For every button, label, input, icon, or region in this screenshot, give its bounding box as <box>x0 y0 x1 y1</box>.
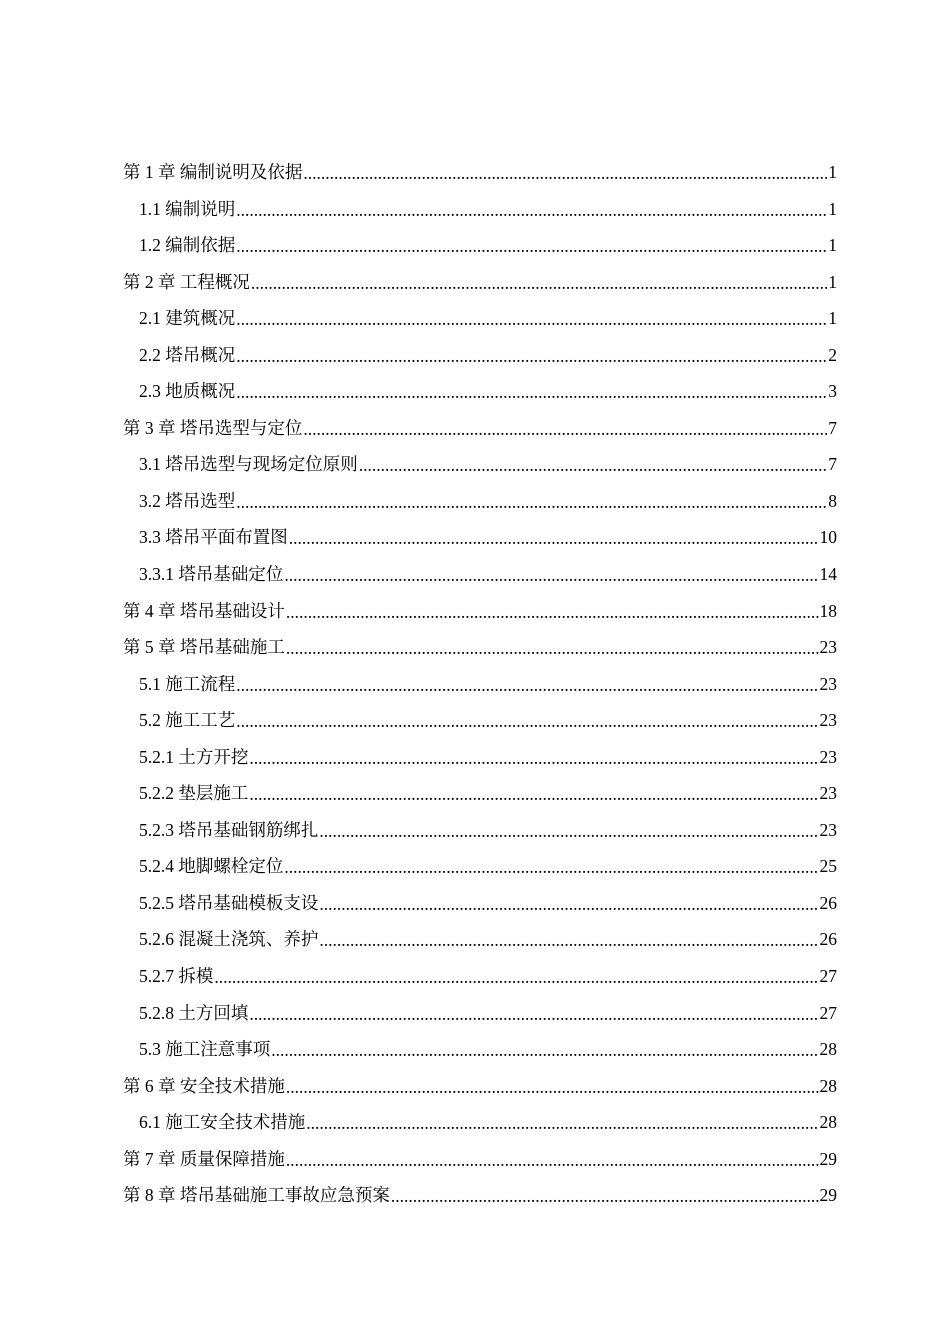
toc-entry[interactable] <box>123 921 837 958</box>
toc-entry[interactable] <box>123 446 837 483</box>
toc-entry-title: 5.2.4 地脚螺栓定位 <box>139 856 284 877</box>
toc-entry-title: 第 1 章 编制说明及依据 <box>123 162 303 182</box>
toc-page-number: 1 <box>828 235 837 256</box>
toc-entry-title: 5.2 施工工艺 <box>139 710 236 731</box>
toc-dot-leader <box>319 922 818 959</box>
table-of-contents <box>123 154 837 1214</box>
toc-page-number: 7 <box>828 454 837 475</box>
toc-entry-title: 3.3 塔吊平面布置图 <box>139 527 288 548</box>
toc-page-number: 14 <box>819 564 837 585</box>
toc-entry-title: 2.3 地质概况 <box>139 381 236 402</box>
toc-dot-leader <box>286 630 819 667</box>
toc-entry-title: 5.2.6 混凝土浇筑、养护 <box>139 929 319 950</box>
toc-entry[interactable] <box>123 410 837 447</box>
toc-entry-title: 第 7 章 质量保障措施 <box>123 1148 285 1169</box>
toc-page-number: 27 <box>819 1002 837 1023</box>
toc-page-number: 18 <box>819 600 837 621</box>
toc-dot-leader <box>306 1105 818 1142</box>
toc-entry-title: 第 6 章 安全技术措施 <box>123 1075 285 1096</box>
toc-entry-title: 5.3 施工注意事项 <box>139 1039 271 1060</box>
toc-dot-leader <box>236 484 827 521</box>
toc-page-number: 23 <box>819 746 837 767</box>
toc-dot-leader <box>249 776 818 813</box>
toc-entry[interactable] <box>123 666 837 703</box>
toc-page-number: 7 <box>828 417 837 438</box>
toc-page-number: 23 <box>819 783 837 804</box>
toc-entry[interactable] <box>123 739 837 776</box>
toc-entry[interactable] <box>123 775 837 812</box>
toc-entry-title: 3.2 塔吊选型 <box>139 490 236 511</box>
toc-dot-leader <box>284 849 818 886</box>
toc-entry-title: 2.2 塔吊概况 <box>139 344 236 365</box>
toc-entry[interactable] <box>123 593 837 630</box>
toc-page-number: 27 <box>819 966 837 987</box>
toc-entry-title: 5.2.3 塔吊基础钢筋绑扎 <box>139 819 319 840</box>
toc-entry[interactable] <box>123 154 837 191</box>
toc-dot-leader <box>286 1069 819 1106</box>
toc-page-number: 10 <box>819 527 837 548</box>
toc-entry[interactable] <box>123 1031 837 1068</box>
toc-entry[interactable] <box>123 373 837 410</box>
toc-entry[interactable] <box>123 300 837 337</box>
toc-entry-title: 1.2 编制依据 <box>139 235 236 256</box>
toc-entry-title: 5.2.1 土方开挖 <box>139 746 249 767</box>
toc-entry[interactable] <box>123 519 837 556</box>
toc-entry-title: 第 2 章 工程概况 <box>123 271 250 292</box>
toc-page-number: 3 <box>828 381 837 402</box>
toc-page-number: 28 <box>819 1112 837 1133</box>
toc-page-number: 26 <box>819 929 837 950</box>
toc-entry-title: 第 4 章 塔吊基础设计 <box>123 600 285 621</box>
toc-page-number: 28 <box>819 1039 837 1060</box>
toc-dot-leader <box>359 447 828 484</box>
toc-page-number: 23 <box>819 710 837 731</box>
toc-page-number: 29 <box>819 1148 837 1169</box>
toc-entry[interactable] <box>123 337 837 374</box>
toc-entry[interactable] <box>123 227 837 264</box>
toc-page-number: 28 <box>819 1075 837 1096</box>
toc-entry[interactable] <box>123 191 837 228</box>
toc-entry-title: 5.2.7 拆模 <box>139 966 214 987</box>
toc-dot-leader <box>319 886 818 923</box>
toc-dot-leader <box>236 374 827 411</box>
toc-dot-leader <box>236 667 818 704</box>
toc-dot-leader <box>236 703 818 740</box>
toc-entry[interactable] <box>123 885 837 922</box>
toc-entry-title: 6.1 施工安全技术措施 <box>139 1112 306 1133</box>
toc-entry-title: 1.1 编制说明 <box>139 198 236 219</box>
toc-entry[interactable] <box>123 995 837 1032</box>
toc-page-number: 8 <box>828 490 837 511</box>
toc-dot-leader <box>303 155 827 192</box>
toc-entry-title: 3.1 塔吊选型与现场定位原则 <box>139 454 358 475</box>
toc-dot-leader <box>236 301 827 338</box>
toc-page-number: 29 <box>819 1185 837 1206</box>
toc-entry[interactable] <box>123 264 837 301</box>
toc-entry[interactable] <box>123 1177 837 1214</box>
toc-entry[interactable] <box>123 702 837 739</box>
toc-dot-leader <box>249 996 818 1033</box>
toc-entry-title: 3.3.1 塔吊基础定位 <box>139 564 284 585</box>
toc-page-number: 23 <box>819 673 837 694</box>
toc-page-number: 1 <box>828 198 837 219</box>
toc-entry-title: 第 5 章 塔吊基础施工 <box>123 637 285 658</box>
toc-dot-leader <box>289 520 819 557</box>
toc-entry-title: 5.1 施工流程 <box>139 673 236 694</box>
toc-entry[interactable] <box>123 629 837 666</box>
toc-entry[interactable] <box>123 812 837 849</box>
toc-dot-leader <box>286 1142 819 1179</box>
toc-entry-title: 5.2.8 土方回填 <box>139 1002 249 1023</box>
toc-dot-leader <box>236 228 827 265</box>
toc-page-number: 1 <box>828 271 837 292</box>
toc-dot-leader <box>249 740 818 777</box>
toc-page-number: 1 <box>828 162 837 182</box>
toc-dot-leader <box>271 1032 818 1069</box>
toc-dot-leader <box>319 813 818 850</box>
toc-page-number: 25 <box>819 856 837 877</box>
toc-entry-title: 第 8 章 塔吊基础施工事故应急预案 <box>123 1185 390 1206</box>
toc-dot-leader <box>251 265 827 302</box>
toc-entry-title: 5.2.5 塔吊基础模板支设 <box>139 892 319 913</box>
toc-page-number: 26 <box>819 892 837 913</box>
toc-entry-title: 2.1 建筑概况 <box>139 308 236 329</box>
toc-entry[interactable] <box>123 556 837 593</box>
toc-dot-leader <box>391 1178 819 1215</box>
toc-dot-leader <box>284 557 818 594</box>
toc-entry[interactable] <box>123 848 837 885</box>
toc-entry-title: 第 3 章 塔吊选型与定位 <box>123 417 303 438</box>
toc-entry[interactable] <box>123 483 837 520</box>
toc-page-number: 23 <box>819 819 837 840</box>
toc-dot-leader <box>303 411 827 448</box>
toc-entry[interactable] <box>123 958 837 995</box>
toc-entry[interactable] <box>123 1104 837 1141</box>
toc-dot-leader <box>236 338 827 375</box>
toc-entry-title: 5.2.2 垫层施工 <box>139 783 249 804</box>
toc-dot-leader <box>236 192 827 229</box>
toc-entry[interactable] <box>123 1068 837 1105</box>
toc-page-number: 23 <box>819 637 837 658</box>
toc-page-number: 1 <box>828 308 837 329</box>
toc-page-number: 2 <box>828 344 837 365</box>
toc-entry[interactable] <box>123 1141 837 1178</box>
toc-dot-leader <box>286 594 819 631</box>
toc-dot-leader <box>214 959 818 996</box>
